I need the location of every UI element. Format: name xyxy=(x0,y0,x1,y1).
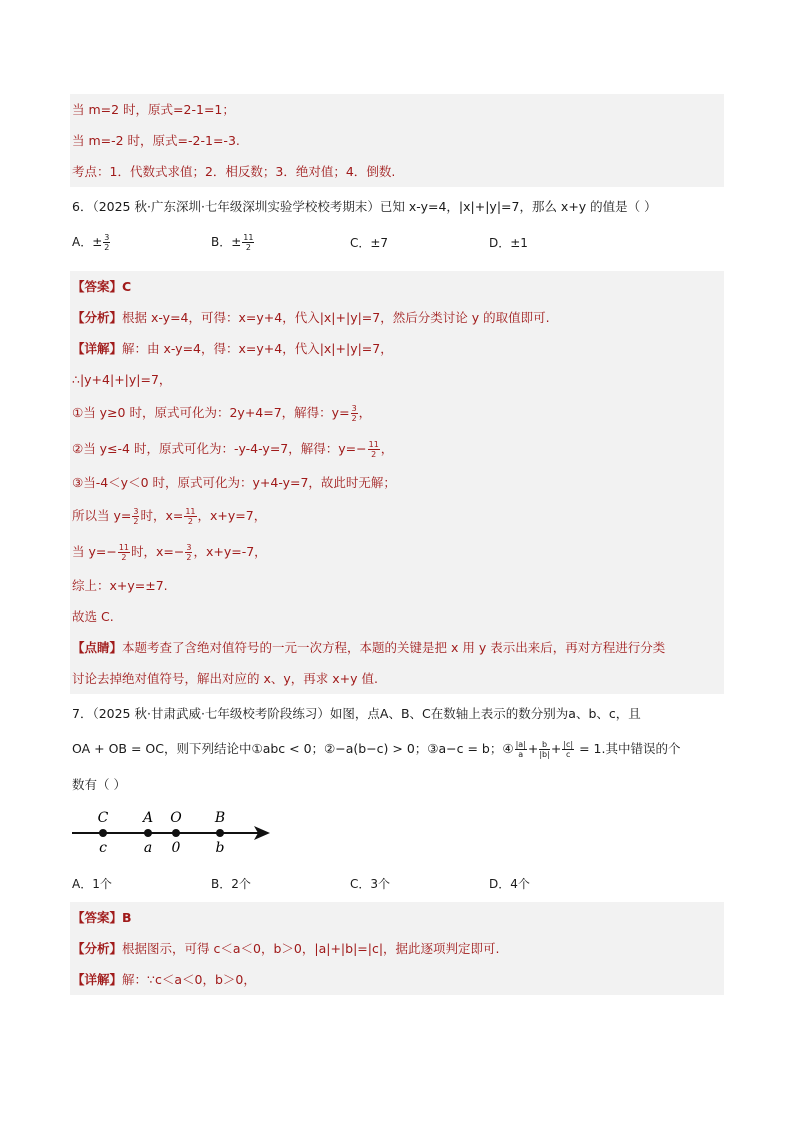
question-7-options xyxy=(70,868,724,898)
q6-case-1: ①当 y≥0 时，原式可化为：2y+4=7，解得：y= $\frac{3}{2}$ ， xyxy=(72,404,372,423)
point-c-dot xyxy=(99,829,107,837)
number-line-svg xyxy=(70,802,280,862)
label-b-lower: b xyxy=(215,840,225,856)
question-6-title: 6．（2025 秋·广东深圳·七年级深圳实验学校校考期末）已知 x-y=4，|x|+|y|=7，那么 x+y 的值是（ ） xyxy=(72,199,657,214)
number-line-figure xyxy=(70,802,724,868)
q6-so-line-1: 所以当 y= $\frac{3}{2}$ 时，x= $\frac{11}{2}$ ，x+y=7， xyxy=(72,507,267,526)
question-7-title: 7．（2025 秋·甘肃武威·七年级校考阶段练习）如图，点A、B、C在数轴上表示的数分别为a、b、c，且 xyxy=(72,706,641,721)
q6-solution-block xyxy=(70,271,724,694)
q6-answer: 【答案】C xyxy=(72,279,132,294)
q7-solution-block xyxy=(70,902,724,995)
label-a-lower: a xyxy=(143,840,153,856)
prev-line-2: 当 m=-2 时，原式=-2-1=-3. xyxy=(72,133,240,148)
point-a-dot xyxy=(144,829,152,837)
question-7-conditions-end: 数有（ ） xyxy=(72,777,126,792)
prev-line-3: 考点：1．代数式求值；2．相反数；3．绝对值；4．倒数. xyxy=(72,164,396,179)
q7-detail: 【详解】解：∵c＜a＜0，b＞0， xyxy=(72,972,256,987)
label-c-lower: c xyxy=(99,840,107,856)
q6-option-c: C．±7 xyxy=(350,235,389,250)
q6-comment-line-2: 讨论去掉绝对值符号，解出对应的 x、y，再求 x+y 值. xyxy=(72,671,378,686)
q7-answer: 【答案】B xyxy=(72,910,132,925)
q6-step-1: ∴|y+4|+|y|=7， xyxy=(72,372,172,387)
point-o-dot xyxy=(172,829,180,837)
q6-case-3: ③当-4＜y＜0 时，原式可化为：y+4-y=7，故此时无解； xyxy=(72,475,396,490)
label-o-lower: 0 xyxy=(171,840,181,856)
page-content xyxy=(70,94,724,995)
question-6-options xyxy=(70,221,724,263)
q6-so-line-2: 当 y=− $\frac{11}{2}$ 时，x=− $\frac{3}{2}$ ，x+y=-7， xyxy=(72,543,267,562)
q6-option-a: A．± $\frac{3}{2}$ xyxy=(72,232,110,252)
q7-option-c: C．3个 xyxy=(350,876,391,891)
label-a-upper: A xyxy=(142,810,154,826)
q7-option-d: D．4个 xyxy=(489,876,530,891)
q6-option-b: B．± $\frac{11}{2}$ xyxy=(211,232,254,252)
q6-analysis: 【分析】根据 x-y=4，可得：x=y+4，代入|x|+|y|=7，然后分类讨论 y 的取值即可. xyxy=(72,310,550,325)
previous-solution-block xyxy=(70,94,724,187)
label-b-upper: B xyxy=(214,810,226,826)
q6-choose: 故选 C. xyxy=(72,609,114,624)
q6-detail: 【详解】解：由 x-y=4，得：x=y+4，代入|x|+|y|=7， xyxy=(72,341,393,356)
label-c-upper: C xyxy=(97,810,109,826)
q6-case-2: ②当 y≤-4 时，原式可化为：-y-4-y=7，解得：y=− $\frac{11}{2}$ ， xyxy=(72,440,394,459)
q7-option-a: A．1个 xyxy=(72,876,112,891)
q7-analysis: 【分析】根据图示，可得 c＜a＜0，b＞0，|a|+|b|=|c|，据此逐项判定即可. xyxy=(72,941,500,956)
label-o-upper: O xyxy=(170,810,182,826)
question-7-conditions: OA + OB = OC，则下列结论中①abc < 0；②−a(b−c) > 0；③a−c = b；④ $\frac{|a|}{a}$ + $\frac{b}{|b|}$ + $\frac{|c|}{c}$ = 1.其中错误的个 xyxy=(72,740,681,759)
q6-option-d: D．±1 xyxy=(489,235,528,250)
point-b-dot xyxy=(216,829,224,837)
q6-summary: 综上：x+y=±7. xyxy=(72,578,168,593)
q6-comment-line-1: 【点睛】本题考查了含绝对值符号的一元一次方程，本题的关键是把 x 用 y 表示出来后，再对方程进行分类 xyxy=(72,640,666,655)
q7-option-b: B．2个 xyxy=(211,876,251,891)
prev-line-1: 当 m=2 时，原式=2-1=1； xyxy=(72,102,235,117)
